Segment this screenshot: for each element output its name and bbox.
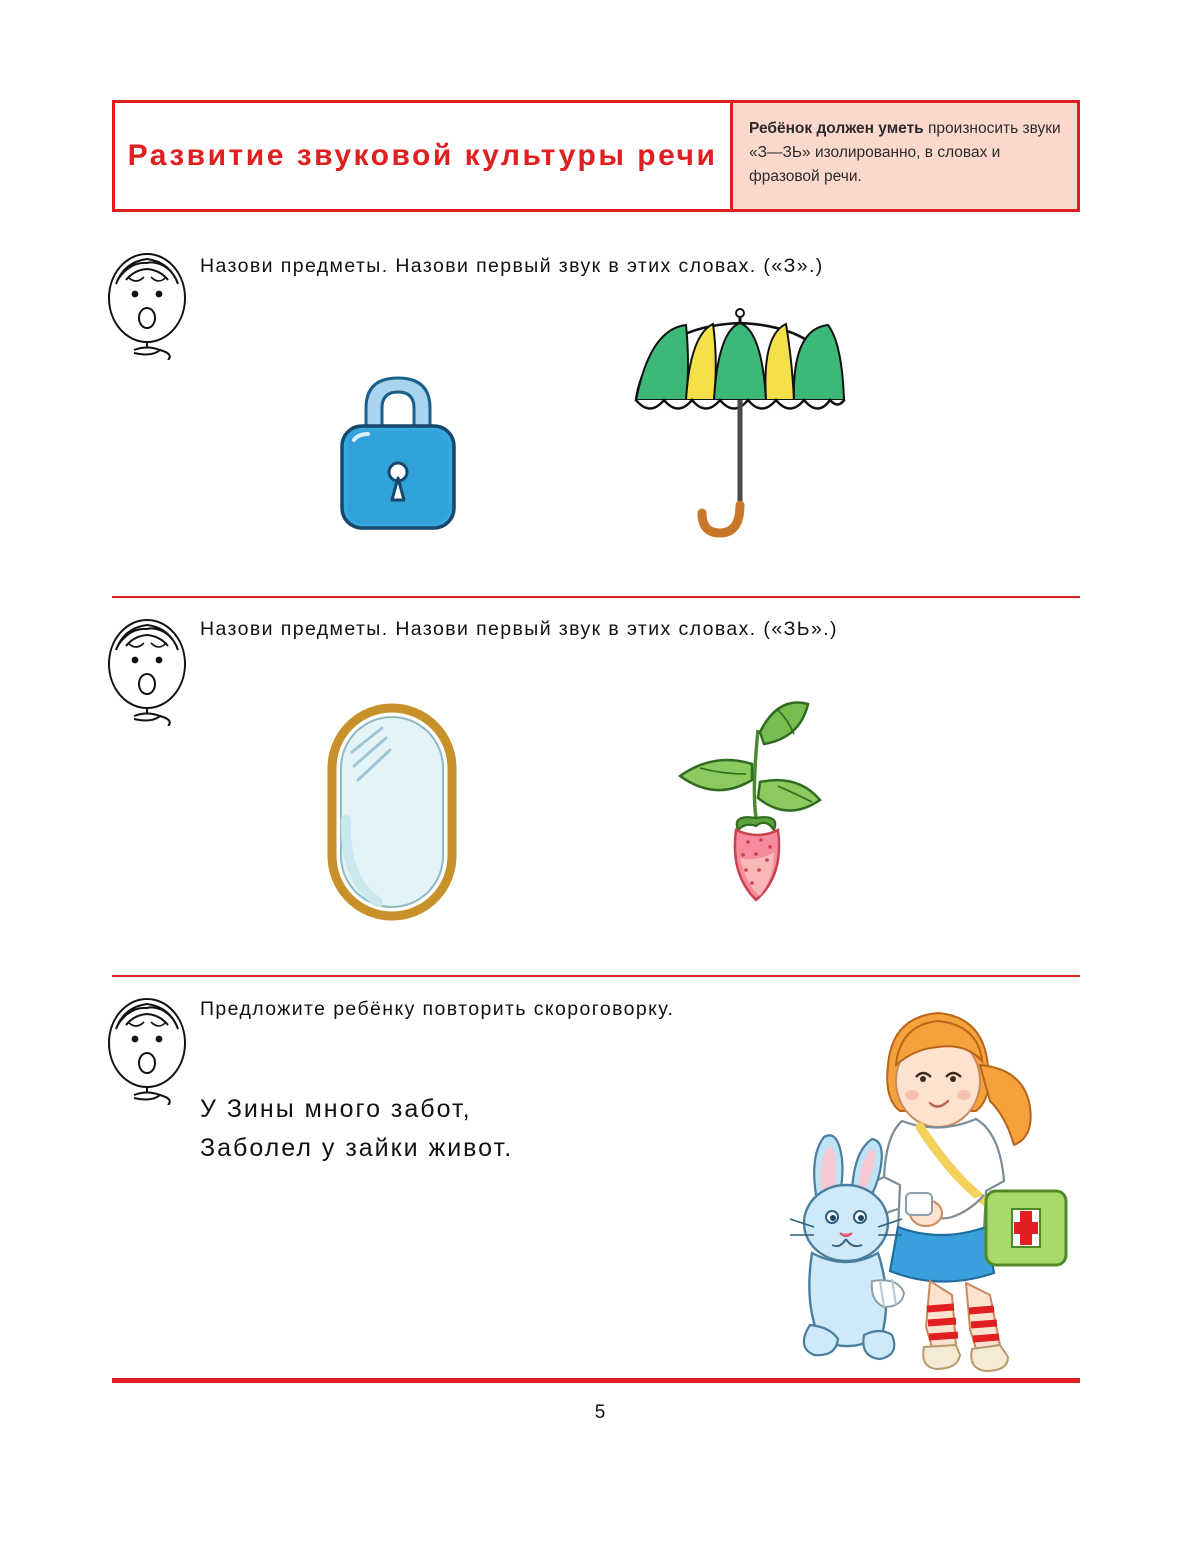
header-note-bold: Ребёнок должен уметь — [749, 120, 924, 137]
tongue-twister-line-1: У Зины много забот, — [200, 1095, 472, 1123]
speaking-child-icon — [104, 250, 190, 360]
header-note — [730, 103, 1077, 209]
footer-divider — [112, 1378, 1080, 1383]
header-note-rest: произносить звуки «З—ЗЬ» изолированно, в словах и фразовой речи. — [749, 120, 1061, 186]
padlock-illustration — [318, 360, 478, 555]
task-1-instruction: Назови предметы. Назови первый звук в этих словах. («З».) — [200, 255, 824, 277]
task-2-instruction: Назови предметы. Назови первый звук в этих словах. («ЗЬ».) — [200, 618, 838, 640]
mirror-illustration — [322, 700, 462, 930]
header-banner — [112, 100, 1080, 212]
page-title: Развитие звуковой культуры речи — [127, 139, 718, 172]
speaking-child-icon — [104, 995, 190, 1105]
umbrella-illustration — [620, 305, 860, 565]
speaking-child-icon — [104, 616, 190, 726]
task-3-instruction: Предложите ребёнку повторить скороговорку. — [200, 998, 675, 1020]
girl-doctor-with-bunny-illustration — [780, 995, 1080, 1390]
section-divider-2 — [112, 975, 1080, 977]
page-number: 5 — [594, 1402, 606, 1423]
tongue-twister — [200, 1090, 513, 1168]
section-divider-1 — [112, 596, 1080, 598]
tongue-twister-line-2: Заболел у зайки живот. — [200, 1133, 514, 1162]
strawberry-illustration — [660, 690, 840, 935]
